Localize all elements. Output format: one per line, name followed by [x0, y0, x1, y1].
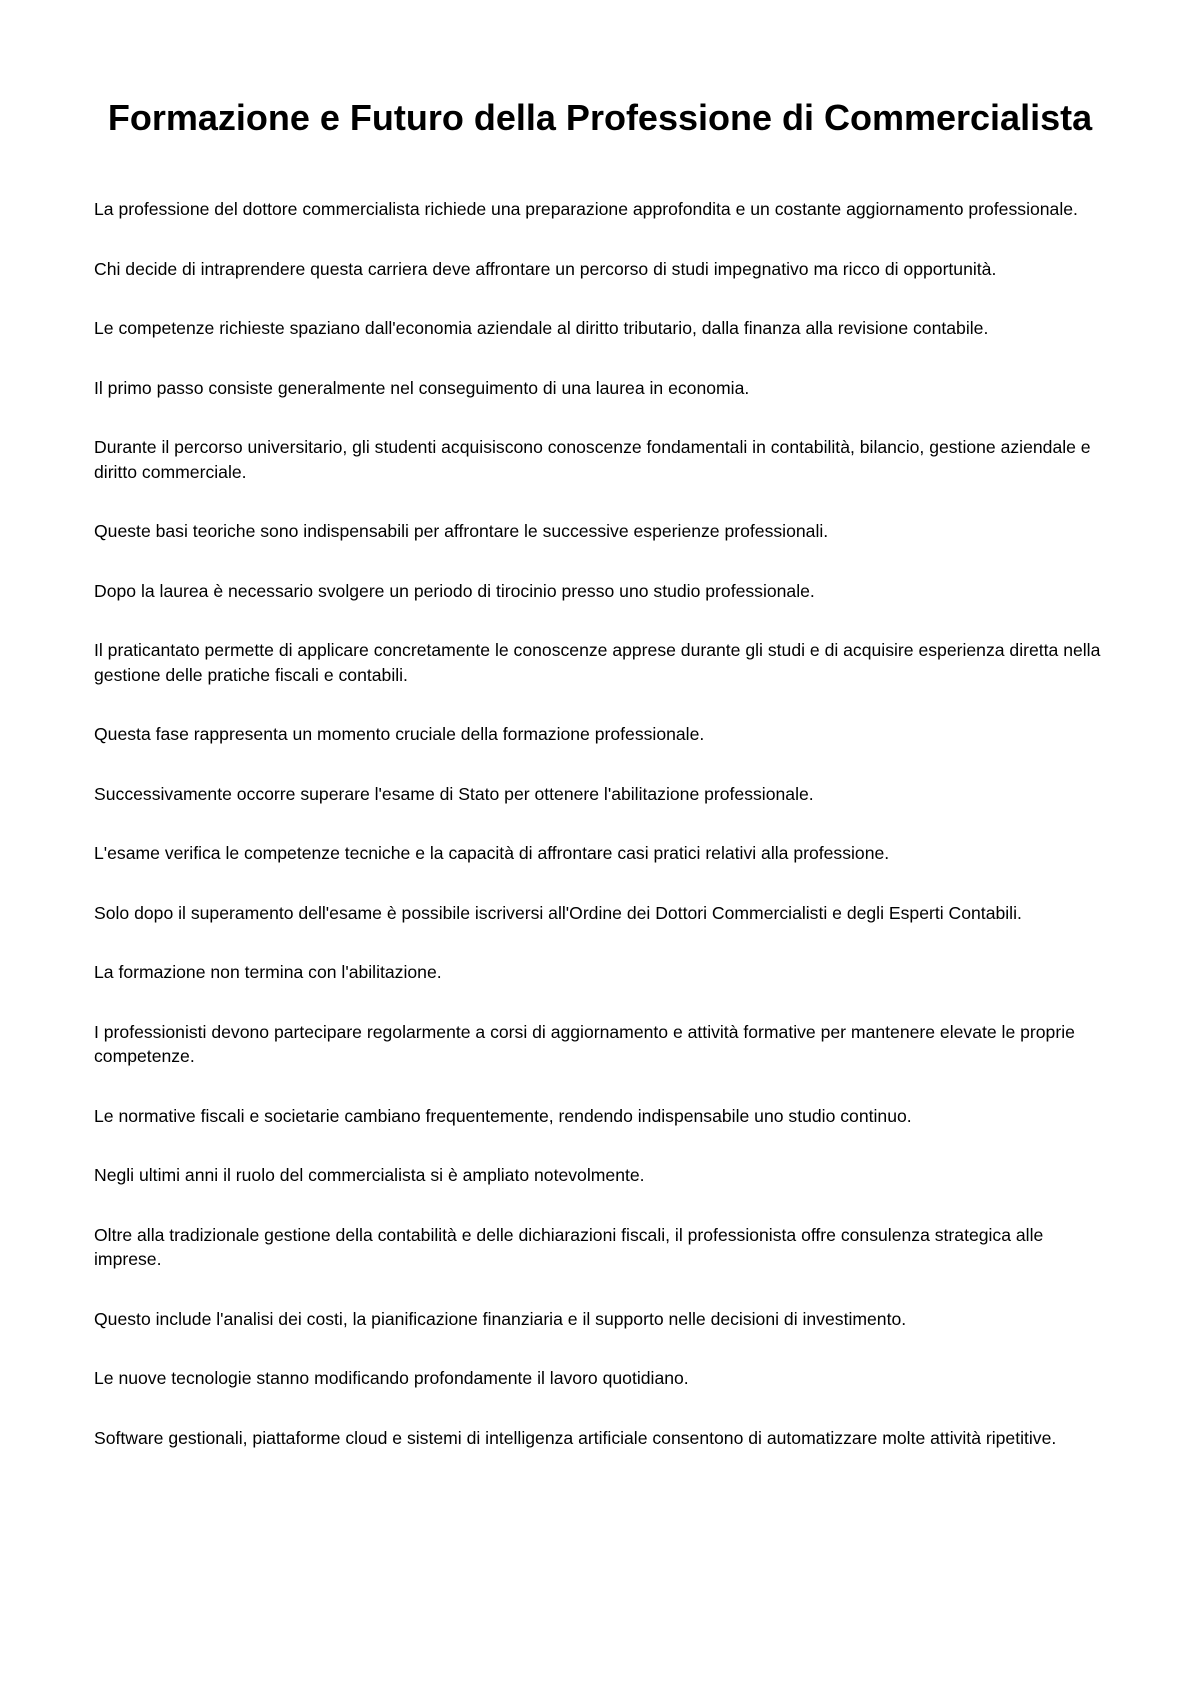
paragraph: Software gestionali, piattaforme cloud e sistemi di intelligenza artificiale consentono di automatizzare molte attività ripetitive. [94, 1427, 1057, 1448]
document-title: Formazione e Futuro della Professione di Commercialista [107, 97, 1093, 138]
paragraph: Le nuove tecnologie stanno modificando profondamente il lavoro quotidiano. [94, 1368, 689, 1388]
paragraph: La formazione non termina con l'abilitazione. [94, 962, 442, 982]
paragraph: Dopo la laurea è necessario svolgere un periodo di tirocinio presso uno studio professionale. [94, 580, 815, 601]
paragraph: Solo dopo il superamento dell'esame è possibile iscriversi all'Ordine dei Dottori Commercialisti e degli Esperti Contabili. [94, 902, 1022, 923]
paragraph: Questa fase rappresenta un momento cruciale della formazione professionale. [94, 724, 705, 744]
paragraph: Negli ultimi anni il ruolo del commercialista si è ampliato notevolmente. [94, 1165, 645, 1185]
paragraph: Il primo passo consiste generalmente nel conseguimento di una laurea in economia. [94, 377, 750, 398]
paragraph: Successivamente occorre superare l'esame di Stato per ottenere l'abilitazione professionale. [94, 783, 814, 804]
paragraph: Il praticantato permette di applicare concretamente le conoscenze apprese durante gli studi e di acquisire esperienza diretta nella gestione delle pratiche fiscali e contabili. [94, 640, 1101, 685]
document-body [94, 197, 1106, 1450]
paragraph: Chi decide di intraprendere questa carriera deve affrontare un percorso di studi impegnativo ma ricco di opportunità. [94, 258, 997, 279]
paragraph: Queste basi teoriche sono indispensabili per affrontare le successive esperienze professionali. [94, 521, 829, 541]
paragraph: I professionisti devono partecipare regolarmente a corsi di aggiornamento e attività formative per mantenere elevate le proprie competenze. [94, 1021, 1075, 1066]
paragraph: Le normative fiscali e societarie cambiano frequentemente, rendendo indispensabile uno studio continuo. [94, 1105, 912, 1126]
paragraph: Questo include l'analisi dei costi, la pianificazione finanziaria e il supporto nelle decisioni di investimento. [94, 1308, 907, 1329]
paragraph: Oltre alla tradizionale gestione della contabilità e delle dichiarazioni fiscali, il professionista offre consulenza strategica alle imprese. [94, 1224, 1044, 1269]
paragraph: La professione del dottore commercialista richiede una preparazione approfondita e un costante aggiornamento professionale. [94, 199, 1078, 219]
paragraph: L'esame verifica le competenze tecniche e la capacità di affrontare casi pratici relativi alla professione. [94, 843, 890, 863]
paragraph: Durante il percorso universitario, gli studenti acquisiscono conoscenze fondamentali in contabilità, bilancio, gestione aziendale e diritto commerciale. [94, 437, 1091, 482]
paragraph: Le competenze richieste spaziano dall'economia aziendale al diritto tributario, dalla finanza alla revisione contabile. [94, 318, 989, 338]
